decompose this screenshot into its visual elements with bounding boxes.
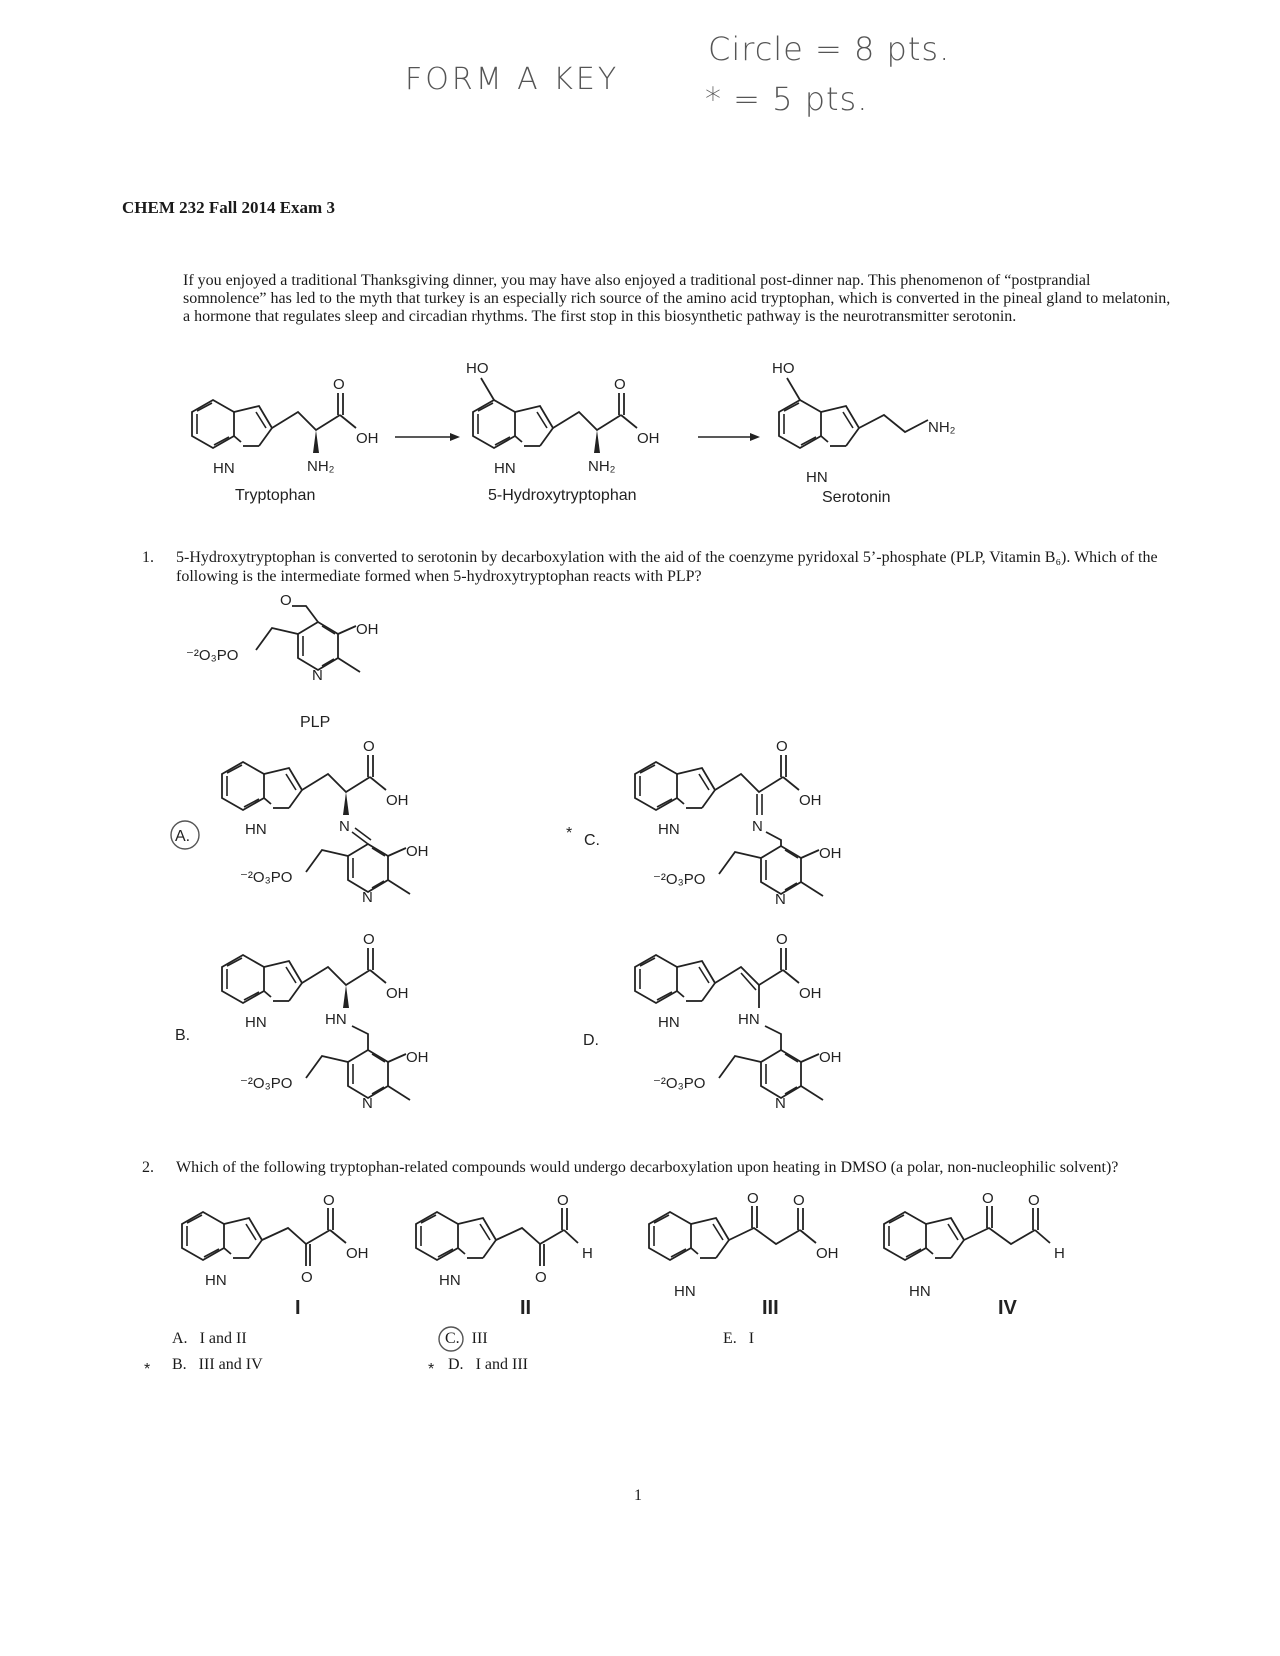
- option-d-hn: HN: [658, 1014, 680, 1031]
- pathway-tryptophan: [192, 376, 379, 477]
- tryptophan-hn: HN: [213, 460, 235, 477]
- compound-III-ketone-o: O: [747, 1190, 759, 1207]
- option-c-structure: [635, 738, 842, 908]
- option-c-ring-oh: OH: [819, 845, 842, 862]
- tryptophan-oh: OH: [356, 430, 379, 447]
- option-a-n: N: [339, 818, 350, 835]
- compound-IV-h: H: [1054, 1245, 1065, 1262]
- option-c-n: N: [752, 818, 763, 835]
- compound-I-acid-o: O: [323, 1192, 335, 1209]
- compound-III-hn: HN: [674, 1283, 696, 1300]
- tryptophan-label: Tryptophan: [235, 487, 316, 504]
- compound-II-h: H: [582, 1245, 593, 1262]
- option-c-carbonyl-o: O: [776, 738, 788, 755]
- q2-compound-IV: [884, 1190, 1065, 1300]
- option-d-ring-n: N: [775, 1095, 786, 1112]
- compound-II-aldehyde-o: O: [557, 1192, 569, 1209]
- option-a-phosphate: ⁻²O₃PO: [240, 869, 293, 886]
- compound-III-oh: OH: [816, 1245, 839, 1262]
- tryptophan-nh2: NH₂: [307, 458, 335, 475]
- option-a-ring-n: N: [362, 889, 373, 906]
- serotonin-hn: HN: [806, 469, 828, 486]
- option-d-carbonyl-o: O: [776, 931, 788, 948]
- answer-e-text: I: [748, 1330, 755, 1347]
- option-a-oh: OH: [386, 792, 409, 809]
- question-1-text: 5-Hydroxytryptophan is converted to serotonin by decarboxylation with the aid of the coenzyme pyridoxal 5’-phosphate (PLP, Vitamin B₆). Which of the following is the intermediate formed when 5-hydroxytryptophan reacts with PLP?: [176, 549, 1158, 585]
- 5htp-nh2: NH₂: [588, 458, 616, 475]
- option-c-ring-n: N: [775, 891, 786, 908]
- pathway-5-hydroxytryptophan: [466, 360, 660, 477]
- serotonin-label: Serotonin: [822, 489, 891, 506]
- option-d-phosphate: ⁻²O₃PO: [653, 1075, 706, 1092]
- option-a-carbonyl-o: O: [363, 738, 375, 755]
- plp-n: N: [312, 667, 323, 684]
- option-b-ring-oh: OH: [406, 1049, 429, 1066]
- answer-a-text: I and II: [199, 1330, 247, 1347]
- option-b-hn: HN: [245, 1014, 267, 1031]
- option-a-structure: [222, 738, 429, 906]
- compound-III-label: III: [762, 1297, 779, 1319]
- option-b-structure: [222, 931, 429, 1112]
- plp-oh: OH: [356, 621, 379, 638]
- compound-IV-label: IV: [998, 1297, 1017, 1319]
- compound-I-label: I: [295, 1297, 301, 1319]
- option-c-letter: C.: [584, 832, 600, 849]
- compound-II-hn: HN: [439, 1272, 461, 1289]
- question-2-text: Which of the following tryptophan-related compounds would undergo decarboxylation upon heating in DMSO (a polar, non-nucleophilic solvent)?: [176, 1159, 1119, 1176]
- intro-paragraph: If you enjoyed a traditional Thanksgiving dinner, you may have also enjoyed a traditional post-dinner nap. This phenomenon of “postprandial somnolence” has led to the myth that turkey is an especially rich source of the amino acid tryptophan, which is converted in the pineal gland to melatonin, a hormone that regulates sleep and circadian rhythms. The first stop in this biosynthetic pathway is the neurotransmitter serotonin.: [183, 272, 1171, 325]
- option-d-letter: D.: [583, 1032, 599, 1049]
- answer-e-letter: E.: [723, 1330, 737, 1347]
- answer-d: [448, 1356, 528, 1374]
- compound-II-label: II: [520, 1297, 532, 1319]
- option-a-letter: A.: [175, 828, 191, 845]
- compound-I-oh: OH: [346, 1245, 369, 1262]
- plp-structure: [186, 592, 379, 684]
- option-b-phosphate: ⁻²O₃PO: [240, 1075, 293, 1092]
- 5htp-carbonyl-o: O: [614, 376, 626, 393]
- answer-e: [723, 1330, 754, 1348]
- option-b-ring-n: N: [362, 1095, 373, 1112]
- answer-d-text: I and III: [475, 1356, 528, 1373]
- option-a-hn: HN: [245, 821, 267, 838]
- answer-b-star-mark: *: [144, 1361, 151, 1378]
- option-b-letter: B.: [175, 1027, 191, 1044]
- compound-IV-hn: HN: [909, 1283, 931, 1300]
- option-c-star-mark: *: [566, 825, 573, 842]
- answer-c: [445, 1330, 488, 1348]
- answer-d-letter: D.: [448, 1356, 464, 1373]
- plp-aldehyde-o: O: [280, 592, 292, 609]
- handwritten-circle-points: Circle = 8 pts.: [708, 30, 951, 68]
- answer-a-letter: A.: [172, 1330, 188, 1347]
- option-d-ring-oh: OH: [819, 1049, 842, 1066]
- option-c-phosphate: ⁻²O₃PO: [653, 871, 706, 888]
- q2-compound-II: [416, 1192, 593, 1289]
- q2-compound-III: [649, 1190, 839, 1300]
- answer-b-letter: B.: [172, 1356, 187, 1373]
- tryptophan-carbonyl-o: O: [333, 376, 345, 393]
- answer-c-text: III: [471, 1330, 488, 1347]
- serotonin-ho: HO: [772, 360, 795, 377]
- plp-label: PLP: [300, 714, 331, 731]
- serotonin-nh2: NH₂: [928, 419, 956, 436]
- option-d-structure: [635, 931, 842, 1112]
- compound-IV-aldehyde-o: O: [1028, 1192, 1040, 1209]
- q2-compound-I: [182, 1192, 369, 1289]
- option-b-hn-amine: HN: [325, 1011, 347, 1028]
- option-c-hn: HN: [658, 821, 680, 838]
- option-b-oh: OH: [386, 985, 409, 1002]
- compound-II-ketone-o: O: [535, 1269, 547, 1286]
- page-number: 1: [634, 1487, 642, 1504]
- compound-I-ketone-o: O: [301, 1269, 313, 1286]
- answer-b-text: III and IV: [198, 1356, 263, 1373]
- 5-hydroxytryptophan-label: 5-Hydroxytryptophan: [488, 487, 637, 504]
- option-d-oh: OH: [799, 985, 822, 1002]
- handwritten-star-points: * = 5 pts.: [705, 80, 869, 118]
- question-2-number: 2.: [142, 1159, 154, 1176]
- 5htp-oh: OH: [637, 430, 660, 447]
- compound-IV-ketone-o: O: [982, 1190, 994, 1207]
- answer-a: [172, 1330, 247, 1348]
- pathway-serotonin: [772, 360, 956, 486]
- option-a-ring-oh: OH: [406, 843, 429, 860]
- question-1-number: 1.: [142, 549, 154, 566]
- option-c-oh: OH: [799, 792, 822, 809]
- handwritten-form-key: FORM A KEY: [405, 62, 620, 97]
- plp-phosphate: ⁻²O₃PO: [186, 647, 239, 664]
- answer-d-star-mark: *: [428, 1361, 435, 1378]
- answer-c-letter: C.: [445, 1330, 460, 1347]
- compound-III-acid-o: O: [793, 1192, 805, 1209]
- exam-title: CHEM 232 Fall 2014 Exam 3: [122, 198, 335, 217]
- option-b-carbonyl-o: O: [363, 931, 375, 948]
- 5htp-ho: HO: [466, 360, 489, 377]
- 5htp-hn: HN: [494, 460, 516, 477]
- option-d-hn-amine: HN: [738, 1011, 760, 1028]
- answer-b: [172, 1356, 263, 1374]
- compound-I-hn: HN: [205, 1272, 227, 1289]
